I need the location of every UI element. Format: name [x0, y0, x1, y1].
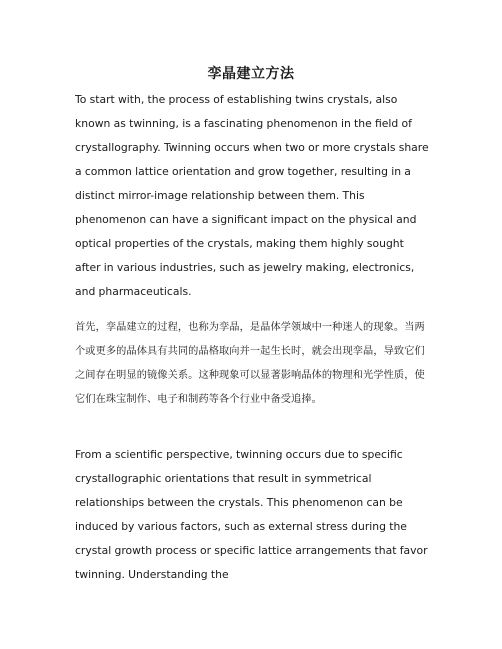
paragraph-english-scientific: From a scientific perspective, twinning occurs due to specific crystallographic orientations that result in symmetrical relationships between the crystals. This phenomenon can be induced by various factors, such as external stress during the crystal growth process or specific lattice arrangements that favor twinning. Understanding the [75, 448, 428, 581]
paragraph-chinese-intro: 首先，孪晶建立的过程，也称为孪晶，是晶体学领域中一种迷人的现象。当两个或更多的晶体具有共同的晶格取向并一起生长时，就会出现孪晶，导致它们之间存在明显的镜像关系。这种现象可以显著影响晶体的物理和光学性质，使它们在珠宝制作、电子和制药等各个行业中备受追捧。 [75, 322, 425, 405]
document-title: 孪晶建立方法 [207, 66, 295, 82]
paragraph-english-intro: To start with, the process of establishing twins crystals, also known as twinning, is a fascinating phenomenon in the field of crystallography. Twinning occurs when two or more crystals share a common lattice orientation and grow together, resulting in a distinct mirror-image relationship between them. This phenomenon can have a significant impact on the physical and optical properties of the crystals, making them highly sought after in various industries, such as jewelry making, electronics, and pharmaceuticals. [75, 93, 429, 298]
